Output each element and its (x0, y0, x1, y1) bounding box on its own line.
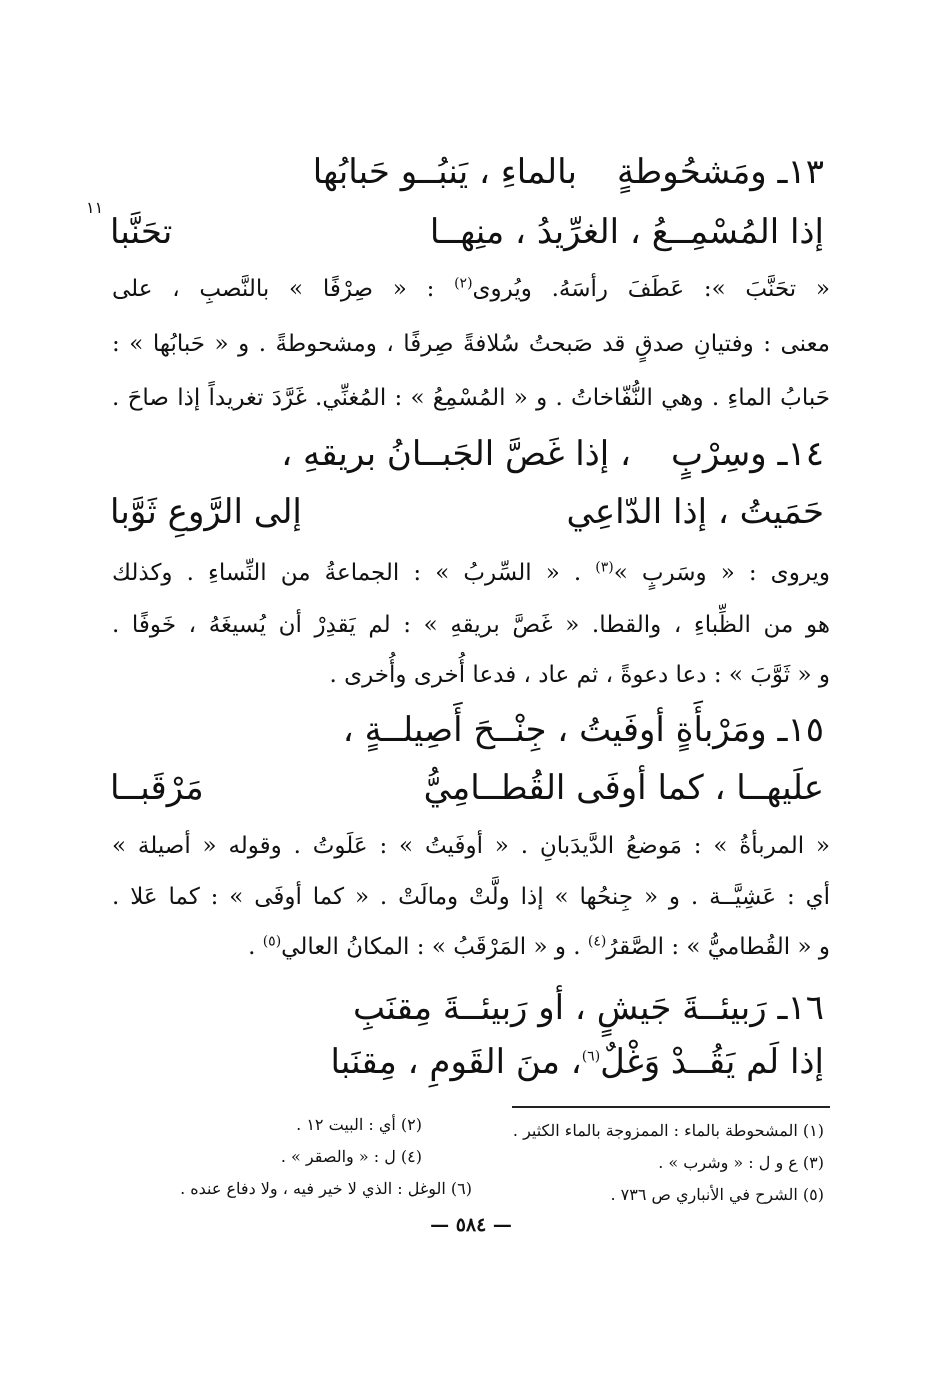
margin-mark: ١١ (86, 198, 104, 217)
verse-13-first-hemistich (313, 150, 824, 194)
footnote-1: (١) المشحوطة بالماء : الممزوجة بالماء الكثير . (512, 1121, 824, 1140)
verse-end-word: إلى الرَّوعِ ثَوَّبا (110, 492, 302, 532)
commentary-line: هو من الظِّباءِ ، والقطا. « غَصَّ بريقهِ » : لم يَقدِرْ أن يُسيغَهُ ، خَوفًا . (112, 612, 830, 638)
commentary-line: « تحَنَّبَ »: عَطَفَ رأسَهُ. ويُروى$^{(٢)}$ : « صِرْفًا » بالنَّصبِ ، على (112, 275, 830, 302)
footnote-2: (٢) أي : البيت ١٢ . (296, 1115, 422, 1134)
footnote-5: (٥) الشرح في الأنباري ص ٧٣٦ . (610, 1185, 824, 1204)
verse-end-word: مَرْقَبــا (110, 768, 204, 808)
footnote-3: (٣) ع و ل : « وشرب » . (658, 1153, 824, 1172)
footnote-ref: (٤) (587, 933, 607, 950)
commentary-line: أي : عَشِيَّــة . و « جِنحُها » إذا ولَّتْ ومالَتْ . « كما أوفَى » : كما عَلا . (112, 884, 830, 910)
verse-number: ١٥ (787, 710, 824, 750)
footnote-ref: (٣) (595, 559, 614, 576)
verse-text: ـ ومَرْبأَةٍ أوفَيتُ ، جِنْــحَ أَصِيلــةٍ ، (342, 710, 788, 750)
verse-text: ـ رَبيئــةَ جَيشٍ ، أو رَبيئــةَ مِقنَبِ (353, 988, 788, 1028)
verse-16-first-hemistich (353, 986, 824, 1030)
footnote-ref: (٦) (581, 1048, 601, 1065)
verse-15-second-hemistich (110, 766, 824, 810)
commentary-line: « المربأةُ » : مَوضعُ الدَّيدَبانِ . « أوفَيتُ » : عَلَوتُ . وقوله « أصيلة » (112, 833, 830, 859)
verse-text: حَمَيتُ ، إذا الدّاعِي (566, 492, 824, 532)
verse-number: ١٣ (787, 152, 824, 192)
verse-text: بالماءِ ، يَنبُــو حَبابُها (312, 152, 577, 192)
verse-16-second-hemistich (110, 1040, 824, 1084)
verse-number: ١٦ (787, 988, 824, 1028)
verse-text: ـ ومَشحُوطةٍ (616, 152, 788, 192)
verse-15-first-hemistich (343, 708, 824, 752)
verse-14-second-hemistich (110, 490, 824, 534)
footnote-rule (512, 1106, 830, 1108)
footnote-ref: (٥) (262, 933, 282, 950)
commentary-line: و « القُطاميُّ » : الصَّقرُ$^{(٤)}$ . و « المَرْقَبُ » : المكانُ العالي$^{(٥)}$ . (248, 933, 830, 960)
verse-13-second-hemistich (110, 210, 824, 254)
verse-end-word: تحَنَّبا (110, 212, 173, 252)
commentary-line: معنى : وفتيانِ صدقٍ قد صَبحتُ سُلافةً صِرفًا ، ومشحوطةً . و « حَبابُها » : (112, 331, 830, 357)
verse-text: إذا المُسْمِــعُ ، الغرِّيدُ ، منِهــا (429, 212, 824, 252)
commentary-line: حَبابُ الماءِ . وهي النُّفّاخاتُ . و « المُسْمِعُ » : المُغنِّي. غَرَّدَ تغريداً إذا صاحَ . (112, 385, 830, 411)
footnote-6: (٦) الوغل : الذي لا خير فيه ، ولا دفاع عنده . (180, 1179, 472, 1198)
commentary-line: و « ثَوَّبَ » : دعا دعوةً ، ثم عاد ، فدعا أُخرى وأُخرى . (329, 662, 830, 688)
verse-text: ، منَ القَومِ ، مِقنَبا (330, 1042, 582, 1082)
footnote-4: (٤) ل : « والصقر » . (280, 1147, 422, 1166)
verse-14-first-hemistich (281, 432, 824, 476)
verse-text: علَيهــا ، كما أوفَى القُطــامِيُّ (423, 768, 824, 808)
verse-text: ـ وسِرْبٍ (671, 434, 788, 474)
commentary-line: ويروى : « وسَربٍ »$^{(٣)}$ . « السِّربُ » : الجماعةُ من النِّساءِ . وكذلك (112, 559, 830, 586)
verse-text: ، إذا غَصَّ الجَبــانُ بريقهِ ، (281, 434, 632, 474)
footnote-ref: (٢) (454, 275, 473, 292)
page-number: — ٥٨٤ — (430, 1214, 512, 1236)
verse-number: ١٤ (787, 434, 824, 474)
verse-text: إذا لَم يَقُــدْ وَغْلٌ (600, 1042, 824, 1082)
